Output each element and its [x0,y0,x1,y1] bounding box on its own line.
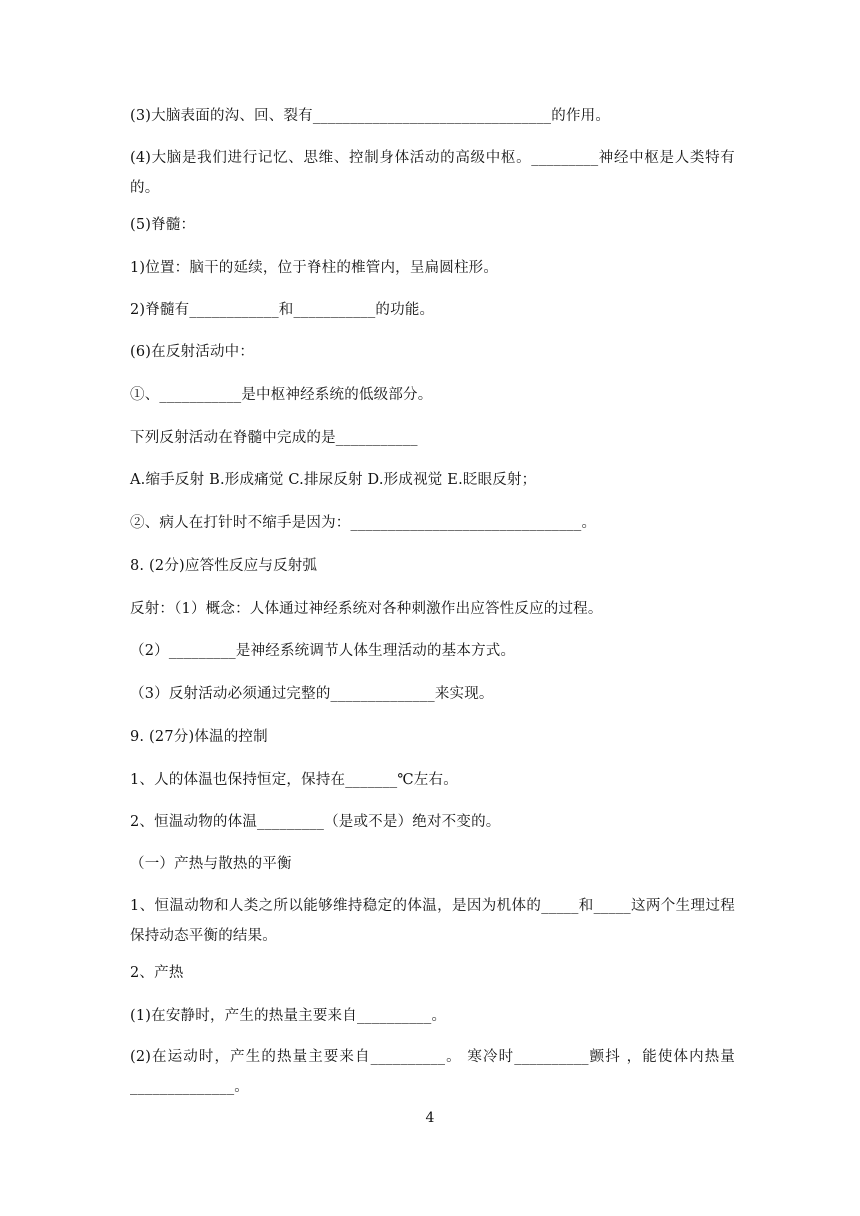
text-line-spinal-reflex-question: 下列反射活动在脊髓中完成的是___________ [130,430,418,446]
text-line-heat-during-exercise: (2)在运动时，产生的热量主要来自__________。 寒冷时__________颤抖 ，能使体内热量______________。 [130,1049,735,1095]
text-line-homeotherm-temperature: 2、恒温动物的体温_________（是或不是）绝对不变的。 [130,814,501,830]
text-line-reflex-basic-mode: （2）_________是神经系统调节人体生理活动的基本方式。 [130,643,516,659]
text-line-spinal-cord-position: 1)位置：脑干的延续，位于脊柱的椎管内，呈扁圆柱形。 [130,260,499,276]
text-line-heat-production-heading: 2、产热 [130,965,184,981]
text-line-spinal-cord-heading: (5)脊髓： [130,217,196,233]
text-line-reflex-concept: 反射：（1）概念：人体通过神经系统对各种刺激作出应答性反应的过程。 [130,601,603,617]
page-number: 4 [425,1110,435,1126]
text-line-heat-at-rest: (1)在安静时，产生的热量主要来自__________。 [130,1008,447,1024]
text-line-reflex-arc: （3）反射活动必须通过完整的______________来实现。 [130,686,494,702]
text-line-brain-surface: (3)大脑表面的沟、回、裂有________________________________的作用。 [130,108,611,124]
text-line-heat-balance-reason: 1、恒温动物和人类之所以能够维持稳定的体温，是因为机体的_____和_____这两个生理过程保持动态平衡的结果。 [130,898,735,944]
text-line-body-temperature: 1、人的体温也保持恒定，保持在_______℃左右。 [130,772,458,788]
text-line-cns-lower-part: ①、___________是中枢神经系统的低级部分。 [130,387,433,403]
text-line-reflex-heading: (6)在反射活动中： [130,344,255,360]
text-line-reflex-options: A.缩手反射 B.形成痛觉 C.排尿反射 D.形成视觉 E.眨眼反射； [130,472,537,488]
section-heading-9: 9. (27分)体温的控制 [130,729,268,745]
section-heading-8: 8. (2分)应答性反应与反射弧 [130,558,318,574]
text-line-brain-center: (4)大脑是我们进行记忆、思维、控制身体活动的高级中枢。_________神经中枢是人类特有的。 [130,150,735,196]
text-line-spinal-cord-function: 2)脊髓有____________和___________的功能。 [130,302,435,318]
text-line-injection-question: ②、病人在打针时不缩手是因为：_______________________________。 [130,515,597,531]
subheading-heat-balance: （一）产热与散热的平衡 [130,856,292,872]
